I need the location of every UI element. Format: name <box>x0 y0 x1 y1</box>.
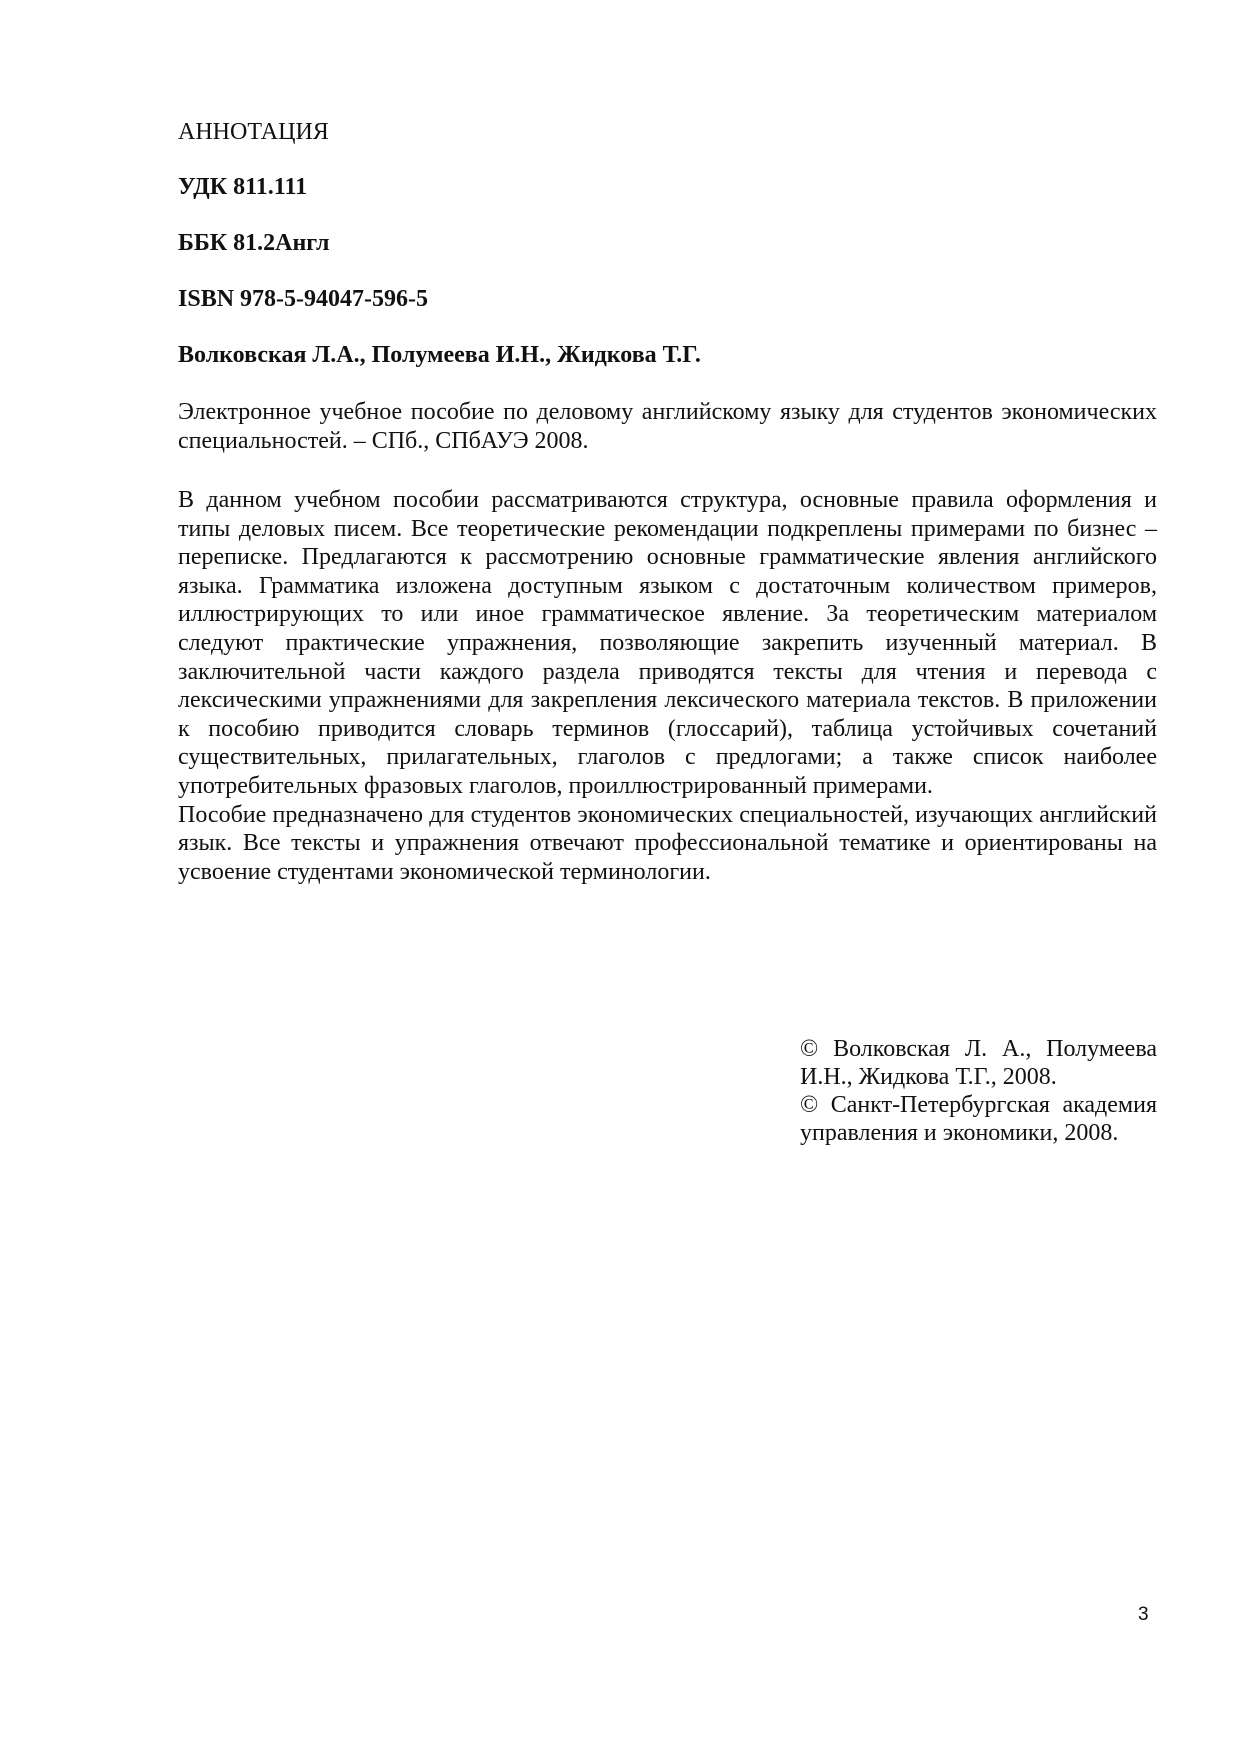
copyright-academy: © Санкт-Петербургская академия управления и экономики, 2008. <box>800 1092 1157 1146</box>
bbk-code: ББК 81.2Англ <box>178 230 330 256</box>
isbn-number: ISBN 978-5-94047-596-5 <box>178 286 428 312</box>
authors-line: Волковская Л.А., Полумеева И.Н., Жидкова Т.Г. <box>178 342 701 368</box>
annotation-title: АННОТАЦИЯ <box>178 119 329 145</box>
copyright-authors: © Волковская Л. А., Полумеева И.Н., Жидкова Т.Г., 2008. <box>800 1036 1157 1090</box>
description-text: Электронное учебное пособие по деловому английскому языку для студентов экономических специальностей. – СПб., СПбАУЭ 2008. <box>178 399 1157 454</box>
abstract-block <box>178 486 1157 886</box>
description-paragraph <box>178 398 1157 455</box>
abstract-paragraph-1: В данном учебном пособии рассматриваются структура, основные правила оформления и типы деловых писем. Все теоретические рекомендации подкреплены примерами по бизнес – переписке. Предлагаются к рассмотрению основные грамматические явления английского языка. Грамматика изложена доступным языком с достаточным количеством примеров, иллюстрирующих то или иное грамматическое явление. За теоретическим материалом следуют практические упражнения, позволяющие закрепить изученный материал. В заключительной части каждого раздела приводятся тексты для чтения и перевода с лексическими упражнениями для закрепления лексического материала текстов. В приложении к пособию приводится словарь терминов (глоссарий), таблица устойчивых сочетаний существительных, прилагательных, глаголов с предлогами; а также список наиболее употребительных фразовых глаголов, проиллюстрированный примерами. <box>178 487 1157 799</box>
copyright-block <box>800 1035 1157 1147</box>
udk-code: УДК 811.111 <box>178 174 308 200</box>
abstract-paragraph-2: Пособие предназначено для студентов экономических специальностей, изучающих английский язык. Все тексты и упражнения отвечают профессиональной тематике и ориентированы на усвоение студентами экономической терминологии. <box>178 801 1157 885</box>
page-number: 3 <box>1138 1604 1149 1625</box>
